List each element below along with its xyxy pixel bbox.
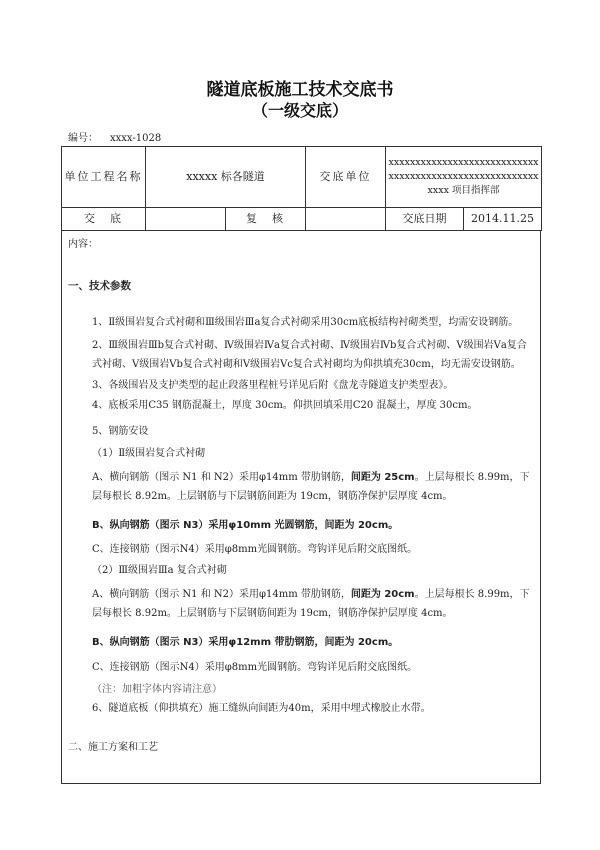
content-label: 内容： — [68, 239, 98, 250]
param-item-1: 1、Ⅱ级围岩复合式衬砌和Ⅲ级围岩Ⅲa复合式衬砌采用30cm底板结构衬砌类型，均需安设钢筋。 — [92, 317, 519, 328]
grade3a-transverse-rebar — [62, 585, 540, 623]
review-label: 复 核 — [226, 208, 306, 231]
handover-unit-value: xxxxxxxxxxxxxxxxxxxxxxxxxxxxxxxxxxxxxxxxxxxxxxxxxxxxxxxxxxxx 项目指挥部 — [386, 147, 542, 208]
grade2-transverse-spacing: 间距为 25cm — [350, 472, 415, 483]
date-label: 交底日期 — [386, 208, 464, 231]
unit-project-value: xxxxx 标各隧道 — [146, 147, 306, 208]
param-item-3: 3、各级围岩及支护类型的起止段落里程桩号详见后附《盘龙寺隧道支护类型表》。 — [92, 380, 454, 391]
document-number — [68, 129, 161, 144]
header-row-unit — [62, 147, 542, 208]
param-item-2: 2、Ⅲ级围岩Ⅲb复合式衬砌、Ⅳ级围岩Ⅳa复合式衬砌、Ⅳ级围岩Ⅳb复合式衬砌、Ⅴ级围岩Ⅴa复合式衬砌、Ⅴ级围岩Ⅴb复合式衬砌和Ⅴ级围岩Ⅴc复合式衬砌均为仰拱填充30cm，均无需安设钢筋。 — [92, 340, 527, 370]
document-number-value: xxxx-1028 — [110, 133, 162, 144]
document-subtitle: （一级交底） — [251, 101, 348, 120]
review-signature — [306, 208, 386, 231]
grade3a-transverse-text: A、横向钢筋（图示 N1 和 N2）采用φ14mm 带肋钢筋， — [92, 589, 351, 600]
grade3a-transverse-spacing: 间距为 20cm — [350, 589, 415, 600]
document-number-label: 编号： — [68, 133, 98, 144]
grade2-transverse-text: A、横向钢筋（图示 N1 和 N2）采用φ14mm 带肋钢筋， — [92, 472, 351, 483]
grade2-connecting-rebar: C、连接钢筋（图示N4）采用φ8mm光圆钢筋。弯钩详见后附交底图纸。 — [92, 544, 418, 555]
document-title: 隧道底板施工技术交底书 — [206, 80, 394, 100]
param-item-5: 5、钢筋安设 — [92, 426, 149, 437]
section-technical-params: 一、技术参数 — [68, 280, 131, 292]
grade3a-longitudinal-rebar: B、纵向钢筋（图示 N3）采用φ12mm 带肋钢筋，间距为 20cm。 — [92, 637, 399, 648]
subsection-grade3a: （2）Ⅲ级围岩Ⅲa 复合式衬砌 — [92, 565, 227, 576]
content-box — [61, 230, 541, 784]
subsection-grade2: （1）Ⅱ级围岩复合式衬砌 — [92, 448, 206, 459]
handover-label: 交 底 — [62, 208, 146, 231]
date-value: 2014.11.25 — [464, 208, 542, 231]
grade2-transverse-rebar — [62, 468, 540, 506]
unit-project-label: 单位工程名称 — [62, 147, 146, 208]
handover-signature — [146, 208, 226, 231]
grade2-transverse-detail: 。上层每根长 8.99m，下层每根长 8.92m。上层钢筋与下层钢筋间距为 19cm，钢筋净保护层厚度 4cm。 — [92, 472, 530, 502]
grade3a-transverse-detail: 。上层每根长 8.99m，下层每根长 8.92m。上层钢筋与下层钢筋间距为 19cm，钢筋净保护层厚度 4cm。 — [92, 589, 530, 619]
grade3a-connecting-rebar: C、连接钢筋（图示N4）采用φ8mm光圆钢筋。弯钩详见后附交底图纸。 — [92, 662, 418, 673]
header-table — [61, 146, 542, 231]
header-row-handover — [62, 208, 542, 231]
param-item-6: 6、隧道底板（仰拱填充）施工缝纵向间距为40m，采用中埋式橡胶止水带。 — [92, 703, 431, 714]
bold-text-note: （注：加粗字体内容请注意） — [92, 684, 222, 695]
section-construction-plan: 二、施工方案和工艺 — [68, 742, 158, 753]
grade2-longitudinal-rebar: B、纵向钢筋（图示 N3）采用φ10mm 光圆钢筋，间距为 20cm。 — [92, 520, 399, 531]
handover-unit-label: 交底单位 — [306, 147, 386, 208]
param-item-4: 4、底板采用C35 钢筋混凝土，厚度 30cm。仰拱回填采用C20 混凝土，厚度 30cm。 — [92, 400, 478, 411]
